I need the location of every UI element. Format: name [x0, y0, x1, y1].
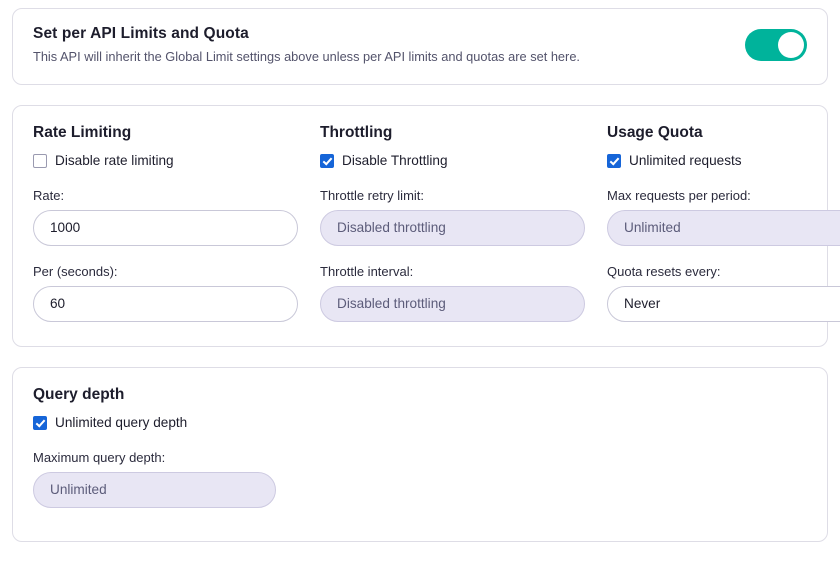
throttle-interval-label: Throttle interval:: [320, 263, 414, 279]
rate-label: Rate:: [33, 187, 65, 203]
disable-throttling-checkbox[interactable]: [320, 154, 334, 168]
max-requests-label: Max requests per period:: [607, 187, 751, 203]
maximum-query-depth-label: Maximum query depth:: [33, 449, 166, 465]
rate-input[interactable]: 1000: [33, 210, 298, 246]
quota-resets-label: Quota resets every:: [607, 263, 721, 279]
throttle-retry-limit-input[interactable]: Disabled throttling: [320, 210, 585, 246]
query-depth-title: Query depth: [33, 385, 125, 403]
disable-rate-limiting-label: Disable rate limiting: [55, 153, 174, 169]
disable-rate-limiting-checkbox[interactable]: [33, 154, 47, 168]
disable-rate-limiting-row[interactable]: [33, 152, 298, 170]
unlimited-requests-checkbox[interactable]: [607, 154, 621, 168]
rate-limiting-title: Rate Limiting: [33, 123, 132, 141]
per-api-texts: [33, 25, 580, 66]
usage-quota-column: [607, 124, 840, 322]
disable-throttling-label: Disable Throttling: [342, 153, 448, 169]
per-api-description: This API will inherit the Global Limit settings above unless per API limits and quotas are set here.: [33, 49, 580, 64]
unlimited-query-depth-checkbox[interactable]: [33, 416, 47, 430]
quota-resets-value: Never: [624, 296, 661, 312]
unlimited-requests-label: Unlimited requests: [629, 153, 742, 169]
usage-quota-title: Usage Quota: [607, 123, 703, 141]
max-requests-input[interactable]: Unlimited: [607, 210, 840, 246]
maximum-query-depth-input[interactable]: Unlimited: [33, 472, 276, 508]
query-depth-card: [12, 367, 828, 542]
per-seconds-label: Per (seconds):: [33, 263, 118, 279]
unlimited-query-depth-label: Unlimited query depth: [55, 415, 188, 431]
unlimited-requests-row[interactable]: [607, 152, 840, 170]
per-seconds-input[interactable]: 60: [33, 286, 298, 322]
throttle-retry-limit-label: Throttle retry limit:: [320, 187, 425, 203]
per-api-limits-card: [12, 8, 828, 85]
rate-limiting-column: [33, 124, 298, 322]
per-api-limits-toggle[interactable]: [745, 29, 807, 61]
unlimited-query-depth-row[interactable]: [33, 414, 807, 432]
throttling-title: Throttling: [320, 123, 393, 141]
limits-card: [12, 105, 828, 347]
page-title: Set per API Limits and Quota: [33, 25, 249, 42]
toggle-knob: [778, 32, 804, 58]
disable-throttling-row[interactable]: [320, 152, 585, 170]
throttling-column: [320, 124, 585, 322]
quota-resets-select[interactable]: [607, 286, 840, 322]
throttle-interval-input[interactable]: Disabled throttling: [320, 286, 585, 322]
